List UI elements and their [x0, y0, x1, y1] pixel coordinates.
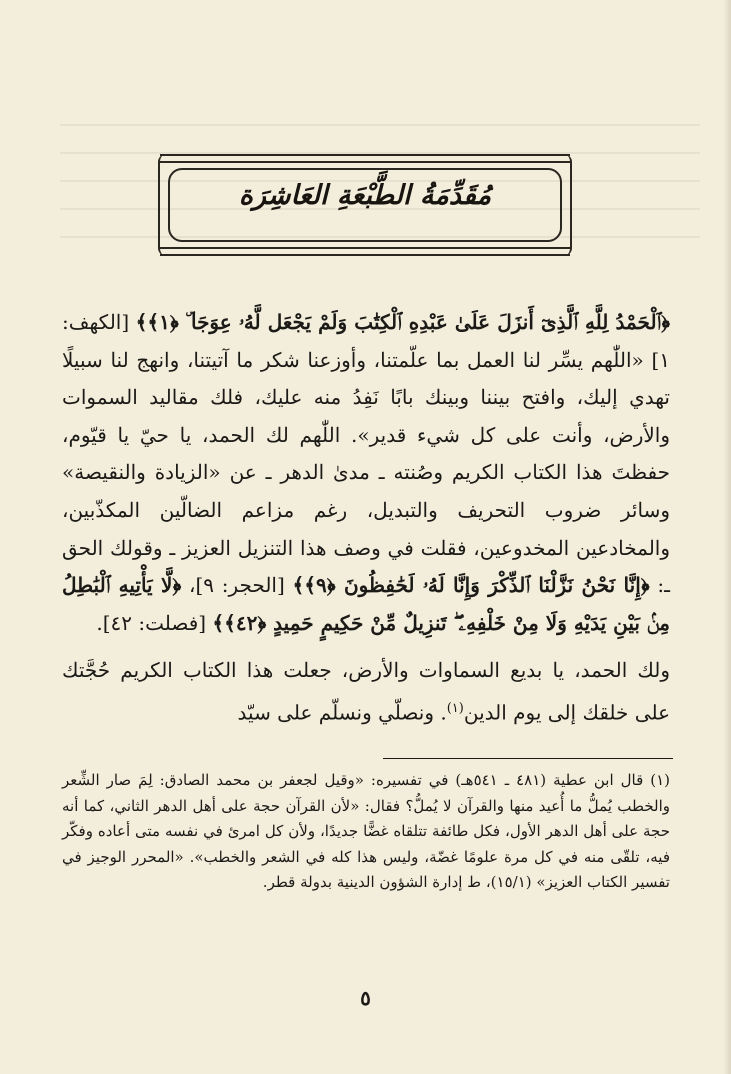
quran-verse: ﴿ٱلْحَمْدُ لِلَّهِ ٱلَّذِىٓ أَنزَلَ عَلَىٰ عَبْدِهِ ٱلْكِتَٰبَ وَلَمْ يَجْعَل لَّهُۥ عِوَجَا ۜ ﴿١﴾﴾	[135, 310, 670, 334]
body-paragraph	[62, 652, 670, 732]
footnote-reference[interactable]: (١)	[446, 700, 464, 716]
footnotes	[62, 768, 670, 896]
title-frame-top-line-inner	[160, 161, 570, 163]
title-frame-bottom-line-inner	[160, 247, 570, 249]
paragraph-text: [الكهف: ١] «اللّٰهم يسِّر لنا العمل بما علّمتنا، وأوزعنا شكر ما آتيتنا، وانهج لنا سبيلًا تهدي إليك، وافتح بيننا وبينك بابًا نَفِدُ منه عليك، فلك مقاليد السموات والأرض، وأنت على كل شيء قدير». اللّٰهم لك الحمد، يا حيّ يا قيّوم، حفظتَ هذا الكتاب الكريم وصُنته ـ مدىٰ الدهر ـ عن «الزيادة والنقيصة» وسائر ضروب التحريف والتبديل، رغم مزاعم الضالّين المكذّبين، والمخادعين المخدوعين، فقلت في وصف هذا التنزيل العزيز ـ وقولك الحق ـ:	[62, 310, 670, 598]
title-frame-bottom-line-outer	[160, 254, 570, 256]
paragraph-text: . ونصلّي ونسلّم على سيّد	[237, 700, 447, 725]
paragraph-text: ولك الحمد، يا بديع السماوات والأرض، جعلت هذا الكتاب الكريم حُجَّتك على خلقك إلى يوم الدين	[62, 658, 670, 725]
paragraph-text: [الحجر: ٩]،	[181, 573, 293, 598]
quran-verse: ﴿لَّا يَأْتِيهِ ٱلْبَٰطِلُ مِنۢ بَيْنِ يَدَيْهِ وَلَا مِنْ خَلْفِهِۦ ۖ تَنزِيلٌ مِّنْ حَكِيمٍ حَمِيدٍ ﴿٤٢﴾﴾	[62, 573, 670, 635]
body-paragraph	[62, 304, 670, 642]
footnote-divider	[383, 758, 673, 759]
footnote-item: (١) قال ابن عطية (٤٨١ ـ ٥٤١هـ) في تفسيره: «وقيل لجعفر بن محمد الصادق: لِمَ صار الشِّعر والخطب يُملُّ ما أُعيد منها والقرآن لا يُملُّ؟ فقال: «لأن القرآن حجة على أهل الدهر الثاني، كما أنه حجة على أهل الدهر الأول، فكل طائفة تتلقاه غضًّا جديدًا، ولأن كل امرئ في نفسه متى أعاده وفكّر فيه، تلقّى منه في كل مرة علومًا غضّة، وليس هذا كله في الشعر والخطب». «المحرر الوجيز في تفسير الكتاب العزيز» (١٥/١)، ط إدارة الشؤون الدينية بدولة قطر.	[62, 771, 671, 892]
paragraph-text: [فصلت: ٤٢].	[96, 610, 213, 635]
title-frame-top-line-outer	[160, 154, 570, 156]
main-text	[62, 304, 670, 732]
page-edge-shadow	[723, 0, 731, 1074]
page-number: ٥	[360, 986, 371, 1010]
title-frame	[160, 154, 570, 256]
quran-verse: ﴿إِنَّا نَحْنُ نَزَّلْنَا ٱلذِّكْرَ وَإِنَّا لَهُۥ لَحَٰفِظُونَ ﴿٩﴾﴾	[292, 573, 650, 598]
page-title: مُقَدِّمَةُ الطَّبْعَةِ العَاشِرَة	[238, 180, 492, 211]
